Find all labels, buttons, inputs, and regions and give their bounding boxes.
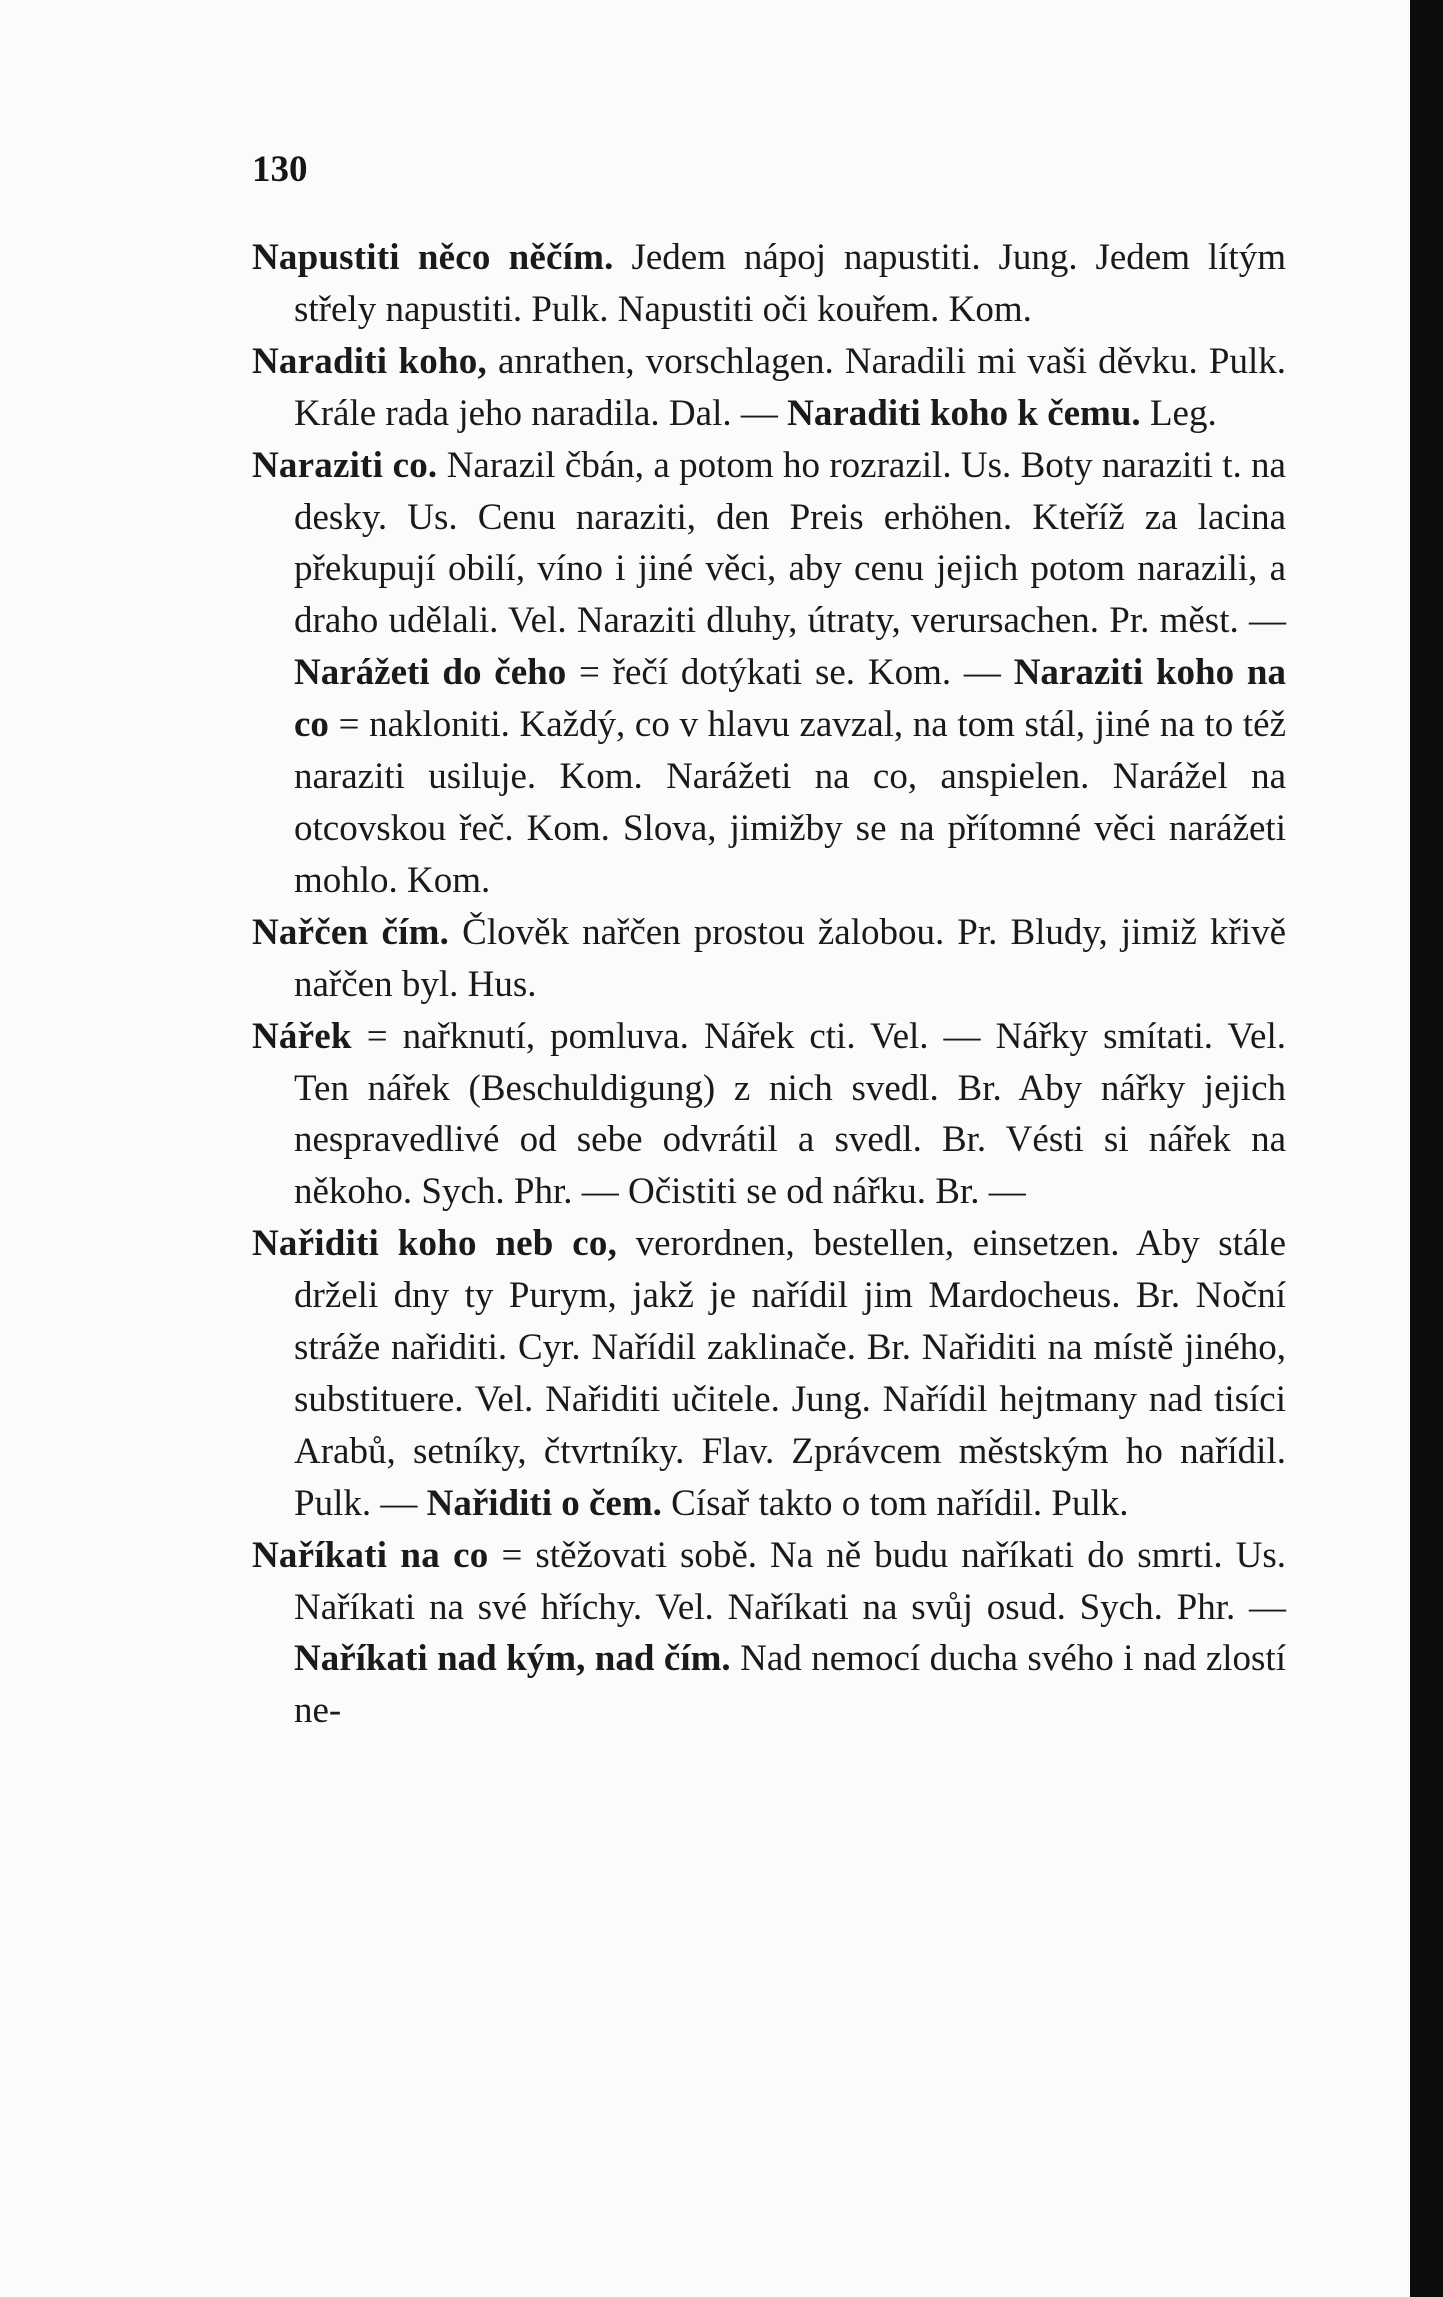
entry-text: = řečí dotýkati se. Kom. — xyxy=(566,652,1001,694)
entry-headword: Nařiditi koho neb co, xyxy=(252,1223,618,1265)
entry-subheadword: Naříkati nad kým, nad čím. xyxy=(294,1638,731,1680)
entry-subheadword: Naraditi koho k čemu. xyxy=(777,392,1141,434)
dictionary-entry xyxy=(252,336,1286,440)
dictionary-entry xyxy=(252,232,1286,336)
entry-text: = nakloniti. Každý, co v hlavu zavzal, na tom stál, jiné na to též naraziti usiluje. Kom. Narážeti na co, anspielen. Narážel na otcovskou řeč. Kom. Slova, jimižby se na přítomné věci narážeti mohlo. Kom. xyxy=(294,704,1286,901)
entry-subheadword: Nařiditi o čem. xyxy=(417,1482,662,1524)
entry-text: anrathen, vorschlagen. Naradili mi vaši děvku. Pulk. Krále rada jeho naradila. Dal. — xyxy=(294,340,1286,434)
entry-text: Leg. xyxy=(1140,392,1217,434)
entry-text: = nařknutí, pomluva. Nářek cti. Vel. — Nářky smítati. Vel. Ten nářek (Beschuldigung) z nich svedl. Br. Aby nářky jejich nespravedlivé od sebe odvrátil a svedl. Br. Vésti si nářek na někoho. Sych. Phr. — Očistiti se od nářku. Br. — xyxy=(294,1015,1286,1213)
entry-subheadword: Narážeti do čeho xyxy=(294,652,567,694)
entry-headword: Nařčen čím. xyxy=(252,911,450,953)
entry-headword: Naraditi koho, xyxy=(252,340,487,382)
entry-subheadword: Naraziti koho na co xyxy=(294,652,1286,746)
dictionary-entry xyxy=(252,440,1286,907)
page-number: 130 xyxy=(252,149,308,190)
entry-text: Člověk nařčen prostou žalobou. Pr. Bludy, jimiž křivě nařčen byl. Hus. xyxy=(294,911,1286,1005)
entry-headword: Nářek xyxy=(252,1015,352,1057)
entry-text: Narazil čbán, a potom ho rozrazil. Us. Boty naraziti t. na desky. Us. Cenu naraziti, den Preis erhöhen. Kteříž za lacina překupují obilí, víno i jiné věci, aby cenu jejich potom narazili, a draho udělali. Vel. Naraziti dluhy, útraty, verursachen. Pr. měst. — xyxy=(294,444,1286,642)
dictionary-entry xyxy=(252,1011,1286,1219)
dictionary-entry xyxy=(252,1530,1286,1738)
entry-headword: Naraziti co. xyxy=(252,444,438,486)
entry-text: verordnen, bestellen, einsetzen. Aby stále drželi dny ty Purym, jakž je nařídil jim Mardocheus. Br. Noční stráže nařiditi. Cyr. Nařídil zaklinače. Br. Nařiditi na místě jiného, substituere. Vel. Nařiditi učitele. Jung. Nařídil hejtmany nad tisíci Arabů, setníky, čtvrtníky. Flav. Zprávcem městským ho nařídil. Pulk. — xyxy=(294,1223,1286,1524)
entry-text: Císař takto o tom nařídil. Pulk. xyxy=(661,1482,1129,1524)
dictionary-entry xyxy=(252,1218,1286,1529)
entry-text: Nad nemocí ducha svého i nad zlostí ne- xyxy=(294,1638,1286,1732)
entry-text: = stěžovati sobě. Na ně budu naříkati do smrti. Us. Naříkati na své hříchy. Vel. Naříkati na svůj osud. Sych. Phr. — xyxy=(294,1534,1286,1628)
dictionary-entries xyxy=(252,232,1286,1737)
entry-headword: Naříkati na co xyxy=(252,1534,489,1576)
entry-headword: Napustiti něco něčím. xyxy=(252,237,614,278)
page-edge-shadow xyxy=(1410,0,1443,2297)
dictionary-entry xyxy=(252,907,1286,1011)
entry-text: Jedem nápoj napustiti. Jung. Jedem lítým střely napustiti. Pulk. Napustiti oči kouřem. Kom. xyxy=(294,237,1286,330)
